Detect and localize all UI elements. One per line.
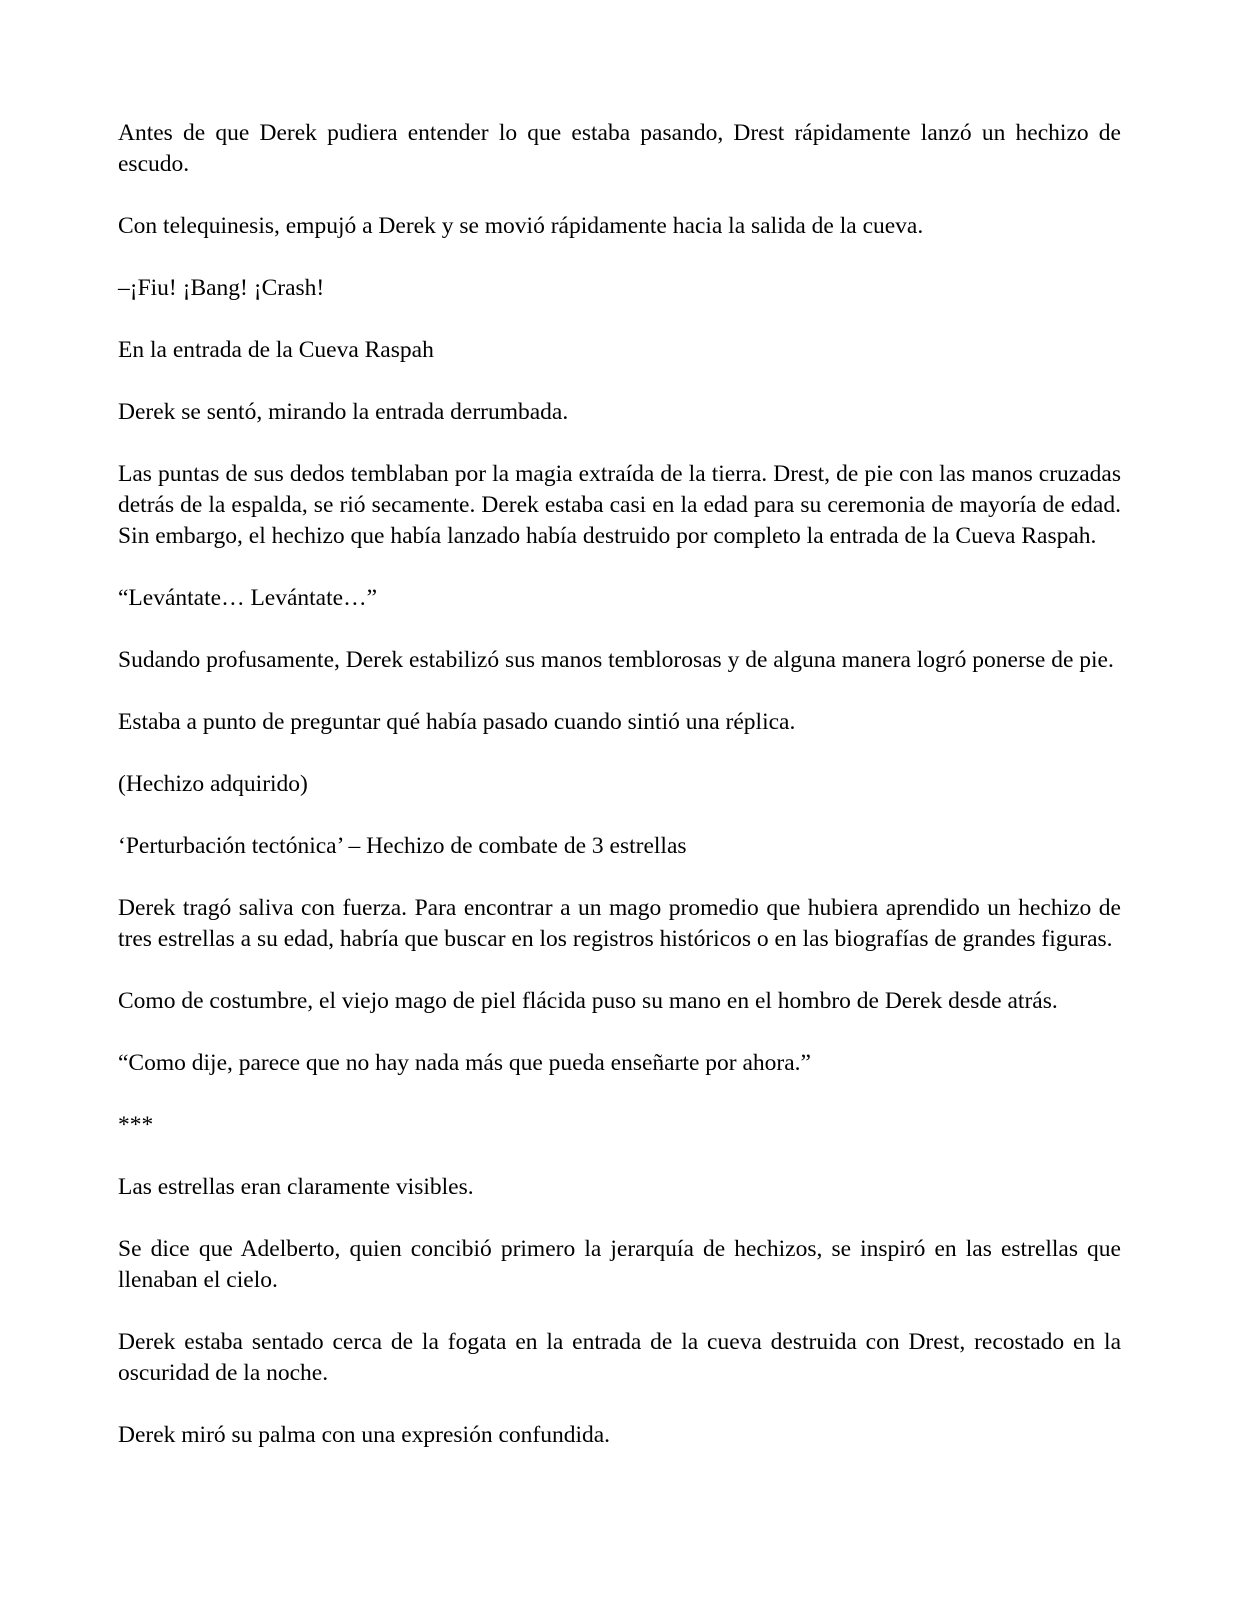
scene-break: *** (118, 1112, 154, 1138)
paragraph: Con telequinesis, empujó a Derek y se movió rápidamente hacia la salida de la cueva. (118, 213, 924, 239)
spell-name: ‘Perturbación tectónica’ – Hechizo de combate de 3 estrellas (118, 833, 687, 859)
paragraph: Antes de que Derek pudiera entender lo que estaba pasando, Drest rápidamente lanzó un hechizo de escudo. (118, 120, 1121, 177)
paragraph: –¡Fiu! ¡Bang! ¡Crash! (118, 275, 325, 301)
paragraph: Como de costumbre, el viejo mago de piel flácida puso su mano en el hombro de Derek desde atrás. (118, 988, 1058, 1014)
system-message: (Hechizo adquirido) (118, 771, 308, 797)
dialogue-line: “Levántate… Levántate…” (118, 585, 378, 611)
paragraph: Las estrellas eran claramente visibles. (118, 1174, 474, 1200)
body-text (118, 118, 1121, 1482)
paragraph: Estaba a punto de preguntar qué había pasado cuando sintió una réplica. (118, 709, 796, 735)
paragraph: Derek se sentó, mirando la entrada derrumbada. (118, 399, 569, 425)
paragraph: Las puntas de sus dedos temblaban por la magia extraída de la tierra. Drest, de pie con las manos cruzadas detrás de la espalda, se rió secamente. Derek estaba casi en la edad para su ceremonia de mayoría de edad. Sin embargo, el hechizo que había lanzado había destruido por completo la entrada de la Cueva Raspah. (118, 461, 1121, 549)
paragraph: Derek estaba sentado cerca de la fogata en la entrada de la cueva destruida con Drest, recostado en la oscuridad de la noche. (118, 1329, 1121, 1386)
dialogue-line: “Como dije, parece que no hay nada más que pueda enseñarte por ahora.” (118, 1050, 811, 1076)
paragraph: Se dice que Adelberto, quien concibió primero la jerarquía de hechizos, se inspiró en las estrellas que llenaban el cielo. (118, 1236, 1121, 1293)
paragraph: Sudando profusamente, Derek estabilizó sus manos temblorosas y de alguna manera logró ponerse de pie. (118, 647, 1114, 673)
section-heading: En la entrada de la Cueva Raspah (118, 337, 434, 363)
paragraph: Derek miró su palma con una expresión confundida. (118, 1422, 611, 1448)
paragraph: Derek tragó saliva con fuerza. Para encontrar a un mago promedio que hubiera aprendido un hechizo de tres estrellas a su edad, habría que buscar en los registros históricos o en las biografías de grandes figuras. (118, 895, 1121, 952)
